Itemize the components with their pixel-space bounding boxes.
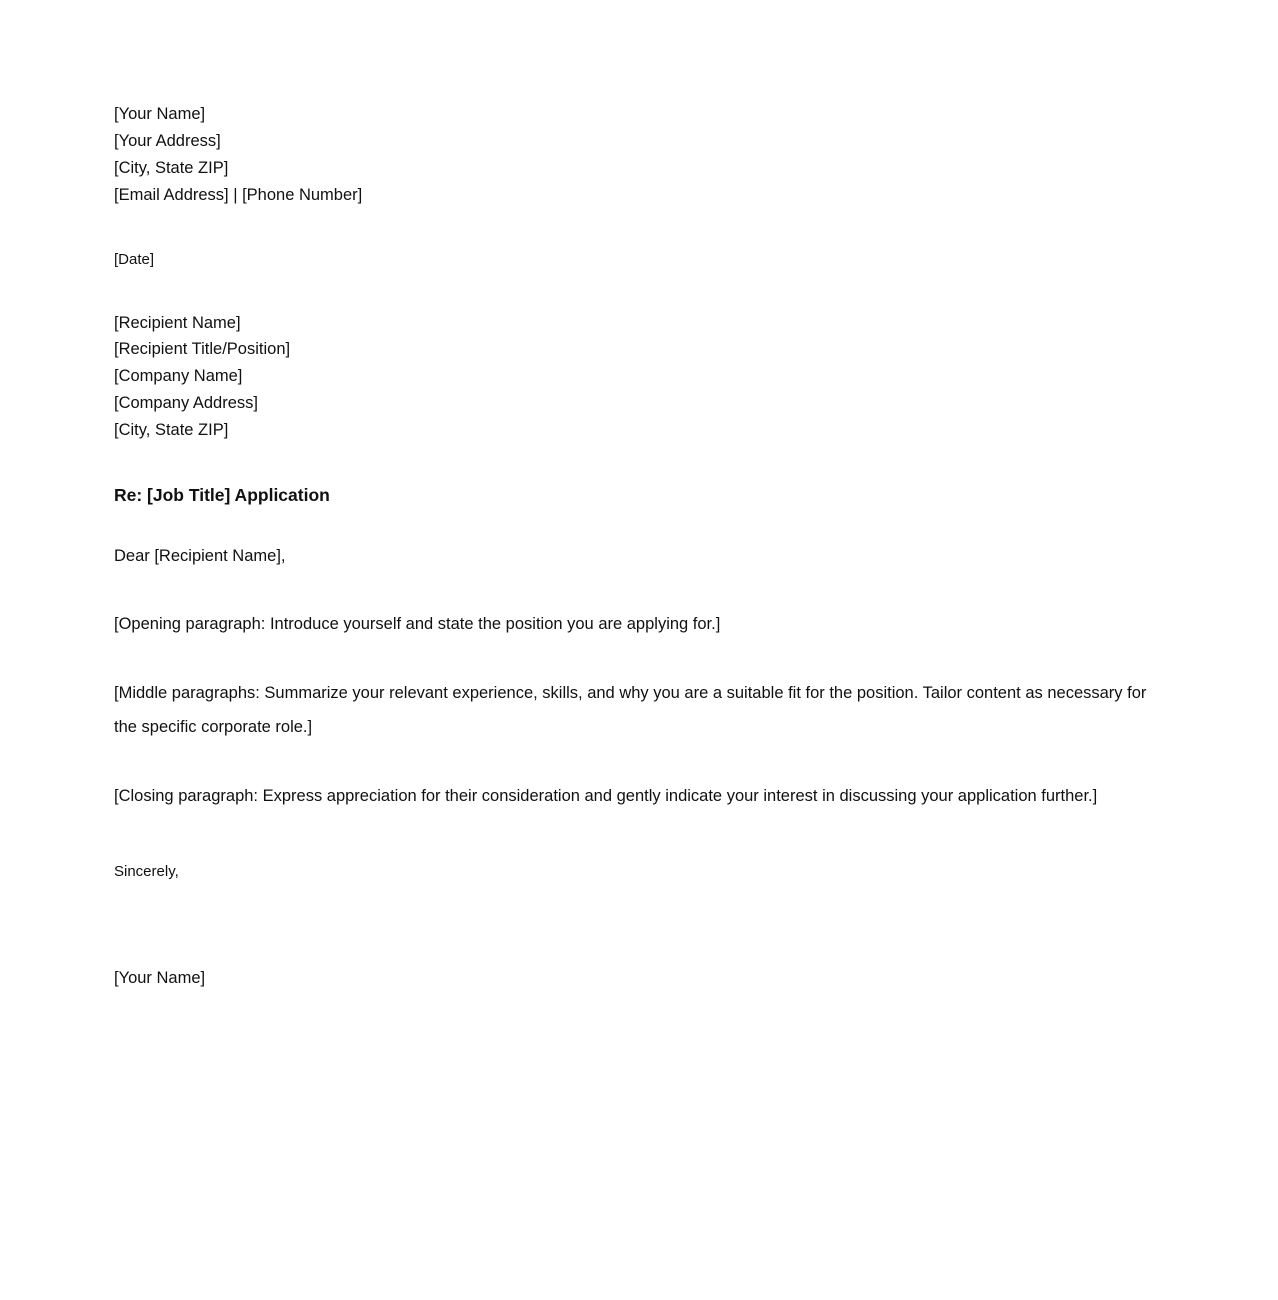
salutation: Dear [Recipient Name], [114, 547, 286, 565]
closing-paragraph: [Closing paragraph: Express appreciation for their consideration and gently indicate your interest in discussing your application further.] [114, 787, 1098, 805]
recipient-name: [Recipient Name] [114, 314, 241, 332]
recipient-company-address: [Company Address] [114, 394, 258, 412]
letter-date: [Date] [114, 251, 155, 268]
sender-name: [Your Name] [114, 105, 206, 123]
sender-address: [Your Address] [114, 132, 221, 150]
signature-name: [Your Name] [114, 969, 206, 987]
subject-line: Re: [Job Title] Application [114, 485, 330, 505]
middle-paragraph: [Middle paragraphs: Summarize your relevant experience, skills, and why you are a suitable fit for the position. Tailor content as necessary for the specific corporate role.] [114, 684, 1147, 736]
sign-off: Sincerely, [114, 863, 179, 880]
recipient-title: [Recipient Title/Position] [114, 340, 291, 358]
sender-contact: [Email Address] | [Phone Number] [114, 186, 363, 204]
recipient-city-state-zip: [City, State ZIP] [114, 421, 229, 439]
recipient-company: [Company Name] [114, 367, 243, 385]
sender-city-state-zip: [City, State ZIP] [114, 159, 229, 177]
opening-paragraph: [Opening paragraph: Introduce yourself and state the position you are applying for.] [114, 615, 721, 633]
